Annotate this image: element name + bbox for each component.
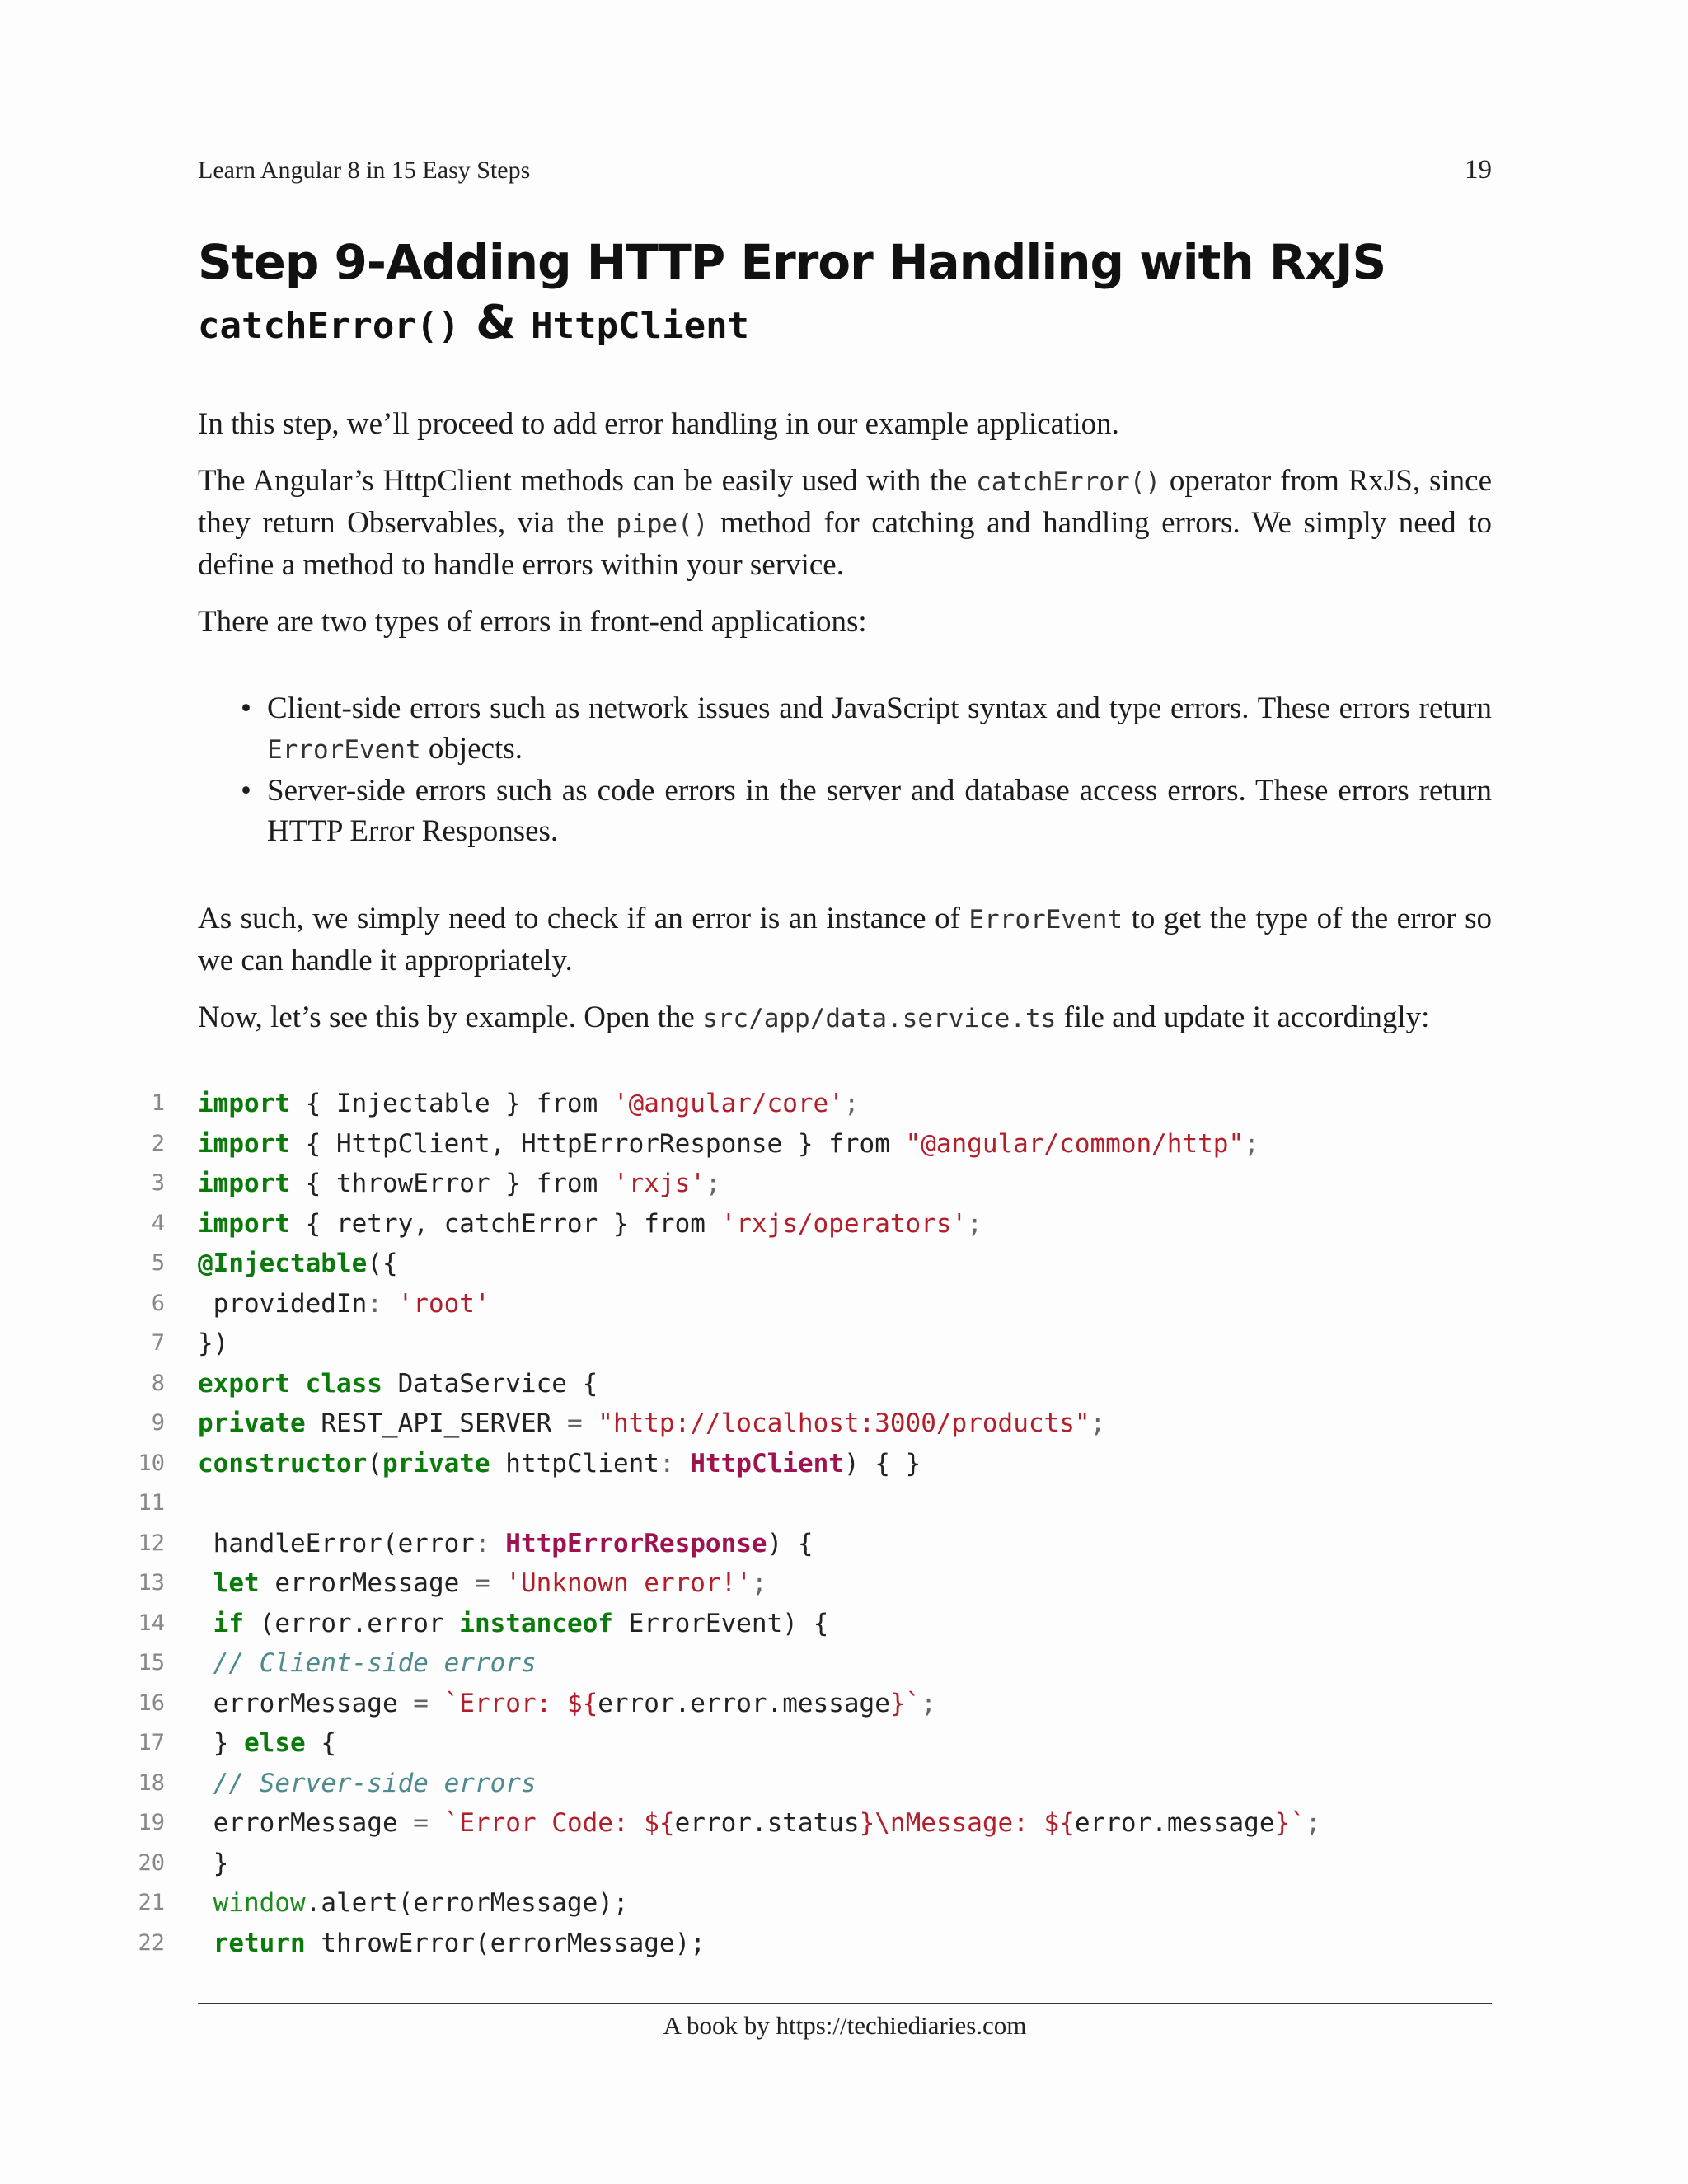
- code-line: 3 import { throwError } from 'rxjs';: [132, 1164, 1533, 1204]
- line-number: 8: [151, 1370, 165, 1396]
- inline-code-filepath: src/app/data.service.ts: [702, 1004, 1057, 1033]
- section-title: [198, 232, 1517, 356]
- line-number: 18: [138, 1769, 165, 1796]
- line-number: 21: [138, 1890, 165, 1915]
- section-title-line2: [198, 292, 1517, 356]
- code-line: 17 } else {: [132, 1723, 1533, 1764]
- code-line: 12 handleError(error: HttpErrorResponse) {: [132, 1524, 1533, 1564]
- line-number: 5: [151, 1250, 165, 1276]
- example-paragraphs: [198, 898, 1492, 1056]
- inline-code: pipe(): [616, 509, 709, 539]
- inline-code: catchError(): [976, 467, 1161, 497]
- code-line: 2 import { HttpClient, HttpErrorResponse } from "@angular/common/http";: [132, 1124, 1533, 1165]
- section-title-line1: Step 9-Adding HTTP Error Handling with RxJS: [198, 234, 1386, 290]
- line-number: 20: [138, 1849, 165, 1876]
- code-line: 8 export class DataService {: [132, 1364, 1533, 1404]
- line-number: 13: [138, 1570, 165, 1596]
- code-line: [132, 1483, 1533, 1524]
- code-line: 15 // Client-side errors: [132, 1643, 1533, 1684]
- paragraph-instanceof: As such, we simply need to check if an error is an instance of ErrorEvent to get the type of the error so we can handle it appropriately.: [198, 902, 1492, 977]
- line-number: 3: [151, 1170, 165, 1196]
- line-number: 16: [138, 1690, 165, 1716]
- code-line: 21 window.alert(errorMessage);: [132, 1883, 1533, 1924]
- running-header: [198, 157, 1492, 185]
- code-line: 7 }): [132, 1324, 1533, 1364]
- line-number: 1: [151, 1090, 165, 1116]
- line-number: 4: [151, 1210, 165, 1236]
- footer-divider: [198, 2003, 1492, 2004]
- code-line: 18 // Server-side errors: [132, 1764, 1533, 1804]
- code-line: 16 errorMessage = `Error: ${error.error.message}`;: [132, 1684, 1533, 1724]
- code-line: 4 import { retry, catchError } from 'rxjs/operators';: [132, 1204, 1533, 1244]
- code-listing: [132, 1084, 1533, 1963]
- code-line: 20 }: [132, 1844, 1533, 1884]
- paragraph-error-types: There are two types of errors in front-end applications:: [198, 605, 867, 639]
- page-footer: A book by https://techiediaries.com: [663, 2011, 1027, 2040]
- line-number: 7: [151, 1330, 165, 1356]
- line-number: 11: [138, 1490, 165, 1516]
- line-number: 15: [138, 1650, 165, 1675]
- page-number: 19: [1465, 155, 1492, 185]
- line-number: 10: [138, 1450, 165, 1476]
- code-line: 1 import { Injectable } from '@angular/core';: [132, 1084, 1533, 1124]
- line-number: 9: [151, 1410, 165, 1436]
- code-line: 9 private REST_API_SERVER = "http://localhost:3000/products";: [132, 1404, 1533, 1444]
- paragraph-httpclient: The Angular’s HttpClient methods can be easily used with the catchError() operator from RxJS, since they return Observables, via the pipe() method for catching and handling errors. We simply need to define a method to handle errors within your service.: [198, 464, 1492, 582]
- intro-paragraphs: [198, 404, 1492, 658]
- paragraph-intro: In this step, we’ll proceed to add error handling in our example application.: [198, 407, 1119, 441]
- line-number: 17: [138, 1730, 165, 1755]
- title-ampersand: &: [476, 296, 515, 349]
- book-title: Learn Angular 8 in 15 Easy Steps: [198, 157, 531, 184]
- list-item: • Client-side errors such as network issues and JavaScript syntax and type errors. These errors return ErrorEvent objects.: [241, 691, 1492, 766]
- line-number: 14: [138, 1610, 165, 1636]
- inline-code: ErrorEvent: [968, 905, 1123, 935]
- code-line: 19 errorMessage = `Error Code: ${error.status}\nMessage: ${error.message}`;: [132, 1803, 1533, 1844]
- code-line: 10 constructor(private httpClient: HttpClient) { }: [132, 1444, 1533, 1484]
- paragraph-open-file: Now, let’s see this by example. Open the src/app/data.service.ts file and update it accordingly:: [198, 1001, 1430, 1034]
- code-line: 13 let errorMessage = 'Unknown error!';: [132, 1563, 1533, 1604]
- title-code-httpclient: HttpClient: [531, 305, 750, 347]
- code-line: 22 return throwError(errorMessage);: [132, 1924, 1533, 1964]
- line-number: 22: [138, 1929, 165, 1956]
- line-number: 2: [151, 1130, 165, 1156]
- inline-code: ErrorEvent: [267, 735, 421, 765]
- line-number: 12: [138, 1530, 165, 1556]
- code-line: 14 if (error.error instanceof ErrorEvent) {: [132, 1604, 1533, 1644]
- error-types-list: [198, 688, 1492, 851]
- line-number: 19: [138, 1810, 165, 1835]
- title-code-catcherror: catchError(): [198, 305, 460, 347]
- code-line: 6 providedIn: 'root': [132, 1284, 1533, 1324]
- code-line: 5 @Injectable({: [132, 1244, 1533, 1284]
- line-number: 6: [151, 1290, 165, 1316]
- list-item: • Server-side errors such as code errors in the server and database access errors. These errors return HTTP Error Responses.: [241, 774, 1492, 848]
